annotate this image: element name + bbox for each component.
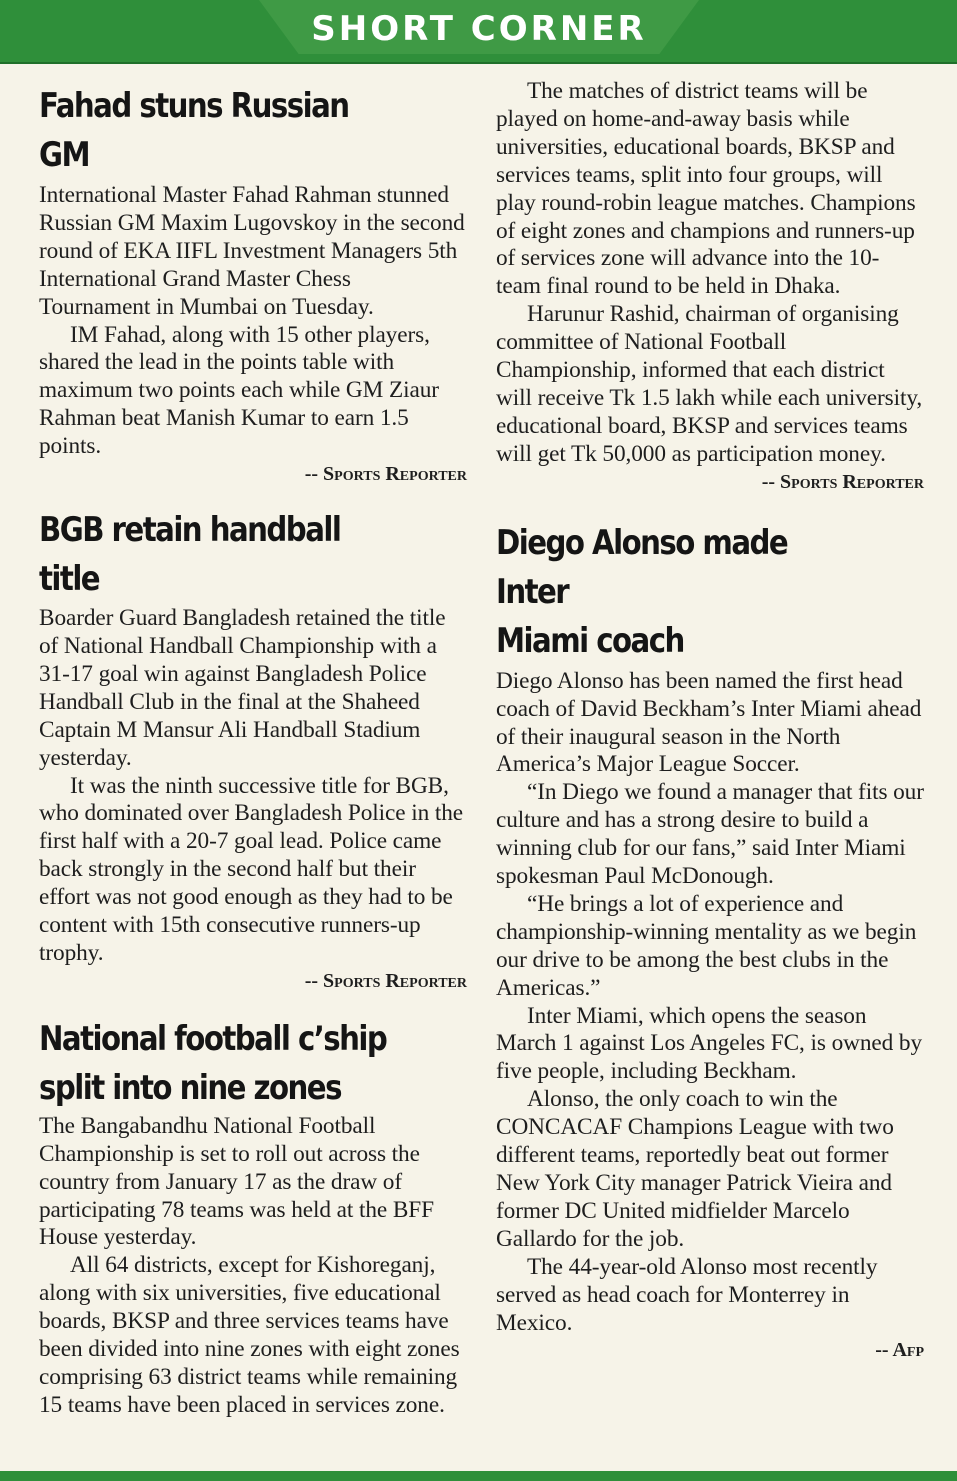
byline: -- Sports Reporter [304, 969, 467, 992]
story-fahad [39, 82, 467, 488]
paragraph: Harunur Rashid, chairman of organising committee of National Football Championship, informed that each district will receive Tk 1.5 lakh while each university, educational board, BKSP and services teams will get Tk 50,000 as participation money. [496, 301, 923, 467]
paragraph: International Master Fahad Rahman stunned Russian GM Maxim Lugovskoy in the second round of EKA IIFL Investment Managers 5th International Grand Master Chess Tournament in Mumbai on Tuesday. [39, 182, 465, 320]
headline-fahad: Fahad stuns Russian GM [39, 86, 349, 175]
left-column [39, 82, 467, 1442]
story-alonso [496, 519, 924, 1365]
headline-football [39, 1015, 407, 1113]
paragraph: Alonso, the only coach to win the CONCACAF Champions League with two different teams, reportedly beat out former New York City manager Patrick Vieira and former DC United midfielder Marcelo Gallardo for the job. [496, 1086, 894, 1252]
paragraph: “In Diego we found a manager that fits our culture and has a strong desire to build a winning club for our fans,” said Inter Miami spokesman Paul McDonough. [496, 779, 924, 890]
paragraph: It was the ninth successive title for BGB, who dominated over Bangladesh Police in the first half with a 20-7 goal lead. Police came back strongly in the second half but their effort was not good enough as they had to be content with 15th consecutive runners-up trophy. [39, 772, 464, 966]
header-rule [0, 62, 957, 64]
headline-bgb: BGB retain handball title [39, 510, 341, 600]
story-football-continued [496, 78, 924, 495]
paragraph: Boarder Guard Bangladesh retained the title of National Handball Championship with a 31-17 goal win against Bangladesh Police Handball Club in the final at the Shaheed Captain M Mansur Ali Handball Stadium yesterday. [39, 605, 446, 771]
paragraph: The 44-year-old Alonso most recently served as head coach for Monterrey in Mexico. [496, 1253, 878, 1336]
paragraph: Diego Alonso has been named the first head coach of David Beckham’s Inter Miami ahead of their inaugural season in the North America’s Major League Soccer. [496, 667, 922, 778]
byline: -- Afp [875, 1339, 924, 1362]
story-football [39, 1015, 467, 1420]
section-title: SHORT CORNER [311, 9, 647, 49]
headline-line: Diego Alonso made Inter [496, 522, 788, 612]
paragraph: IM Fahad, along with 15 other players, shared the lead in the points table with maximum two points each while GM Ziaur Rahman beat Manish Kumar to earn 1.5 points. [39, 321, 439, 460]
right-column [496, 78, 924, 1386]
byline: -- Sports Reporter [761, 470, 924, 493]
story-bgb [39, 506, 467, 995]
headline-line: split into nine zones [39, 1067, 341, 1108]
paragraph: All 64 districts, except for Kishoreganj, along with six universities, five educational boards, BKSP and three services teams have been divided into nine zones with eight zones comprising 63 district teams while remaining 15 teams have been placed in services zone. [39, 1252, 460, 1418]
headline-alonso [496, 519, 864, 666]
footer-bar [0, 1471, 957, 1481]
headline-line: Miami coach [496, 620, 684, 661]
paragraph: The matches of district teams will be played on home-and-away basis while universities, educational boards, BKSP and services teams, split into four groups, will play round-robin league matches. Champions of eight zones and champions and runners-up of services zone will advance into the 10-team final round to be held in Dhaka. [496, 78, 916, 300]
paragraph: The Bangabandhu National Football Championship is set to roll out across the country from January 17 as the draw of participating 78 teams was held at the BFF House yesterday. [39, 1112, 435, 1251]
paragraph: “He brings a lot of experience and championship-winning mentality as we begin our drive to be among the best clubs in the Americas.” [496, 890, 917, 1001]
headline-line: National football c’ship [39, 1018, 387, 1059]
paragraph: Inter Miami, which opens the season March 1 against Los Angeles FC, is owned by five people, including Beckham. [496, 1002, 922, 1085]
byline: -- Sports Reporter [304, 463, 467, 486]
